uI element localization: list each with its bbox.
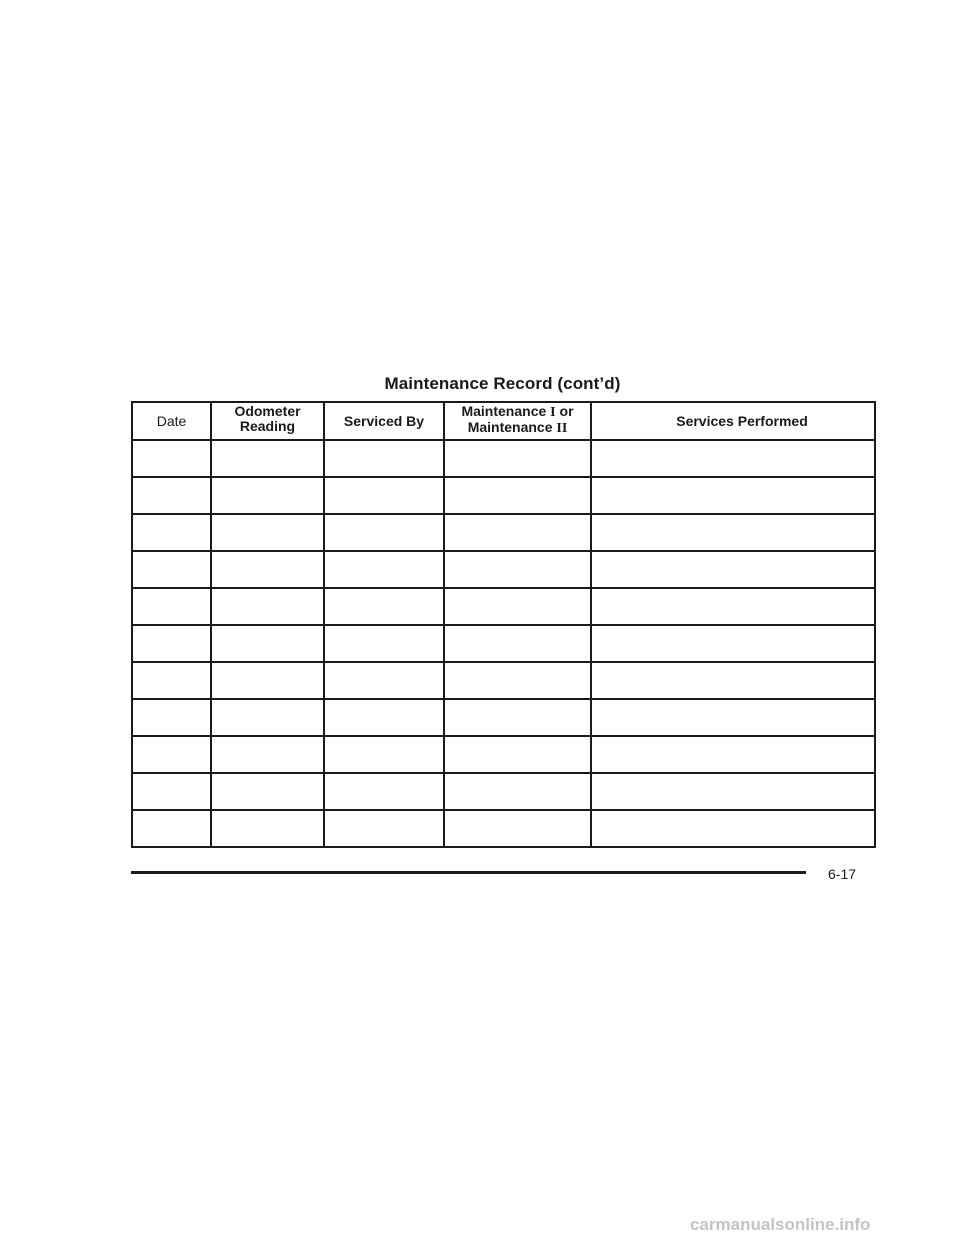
column-header-date: Date	[132, 402, 211, 440]
maintenance-type-cell	[444, 514, 591, 551]
odometer-header-line1: Odometer	[234, 403, 301, 419]
odometer-cell	[211, 736, 324, 773]
serviced-by-cell	[324, 477, 444, 514]
odometer-cell	[211, 588, 324, 625]
serviced-by-cell	[324, 625, 444, 662]
serviced-by-cell	[324, 810, 444, 847]
services-performed-cell	[591, 551, 875, 588]
serviced-by-cell	[324, 773, 444, 810]
odometer-cell	[211, 810, 324, 847]
services-performed-cell	[591, 477, 875, 514]
maintenance-type-cell	[444, 699, 591, 736]
services-performed-cell	[591, 662, 875, 699]
services-performed-cell	[591, 625, 875, 662]
odometer-cell	[211, 514, 324, 551]
odometer-cell	[211, 662, 324, 699]
services-performed-cell	[591, 514, 875, 551]
table-row	[132, 699, 875, 736]
table-row	[132, 551, 875, 588]
footer-rule	[131, 871, 806, 874]
date-cell	[132, 773, 211, 810]
date-cell	[132, 440, 211, 477]
services-performed-cell	[591, 810, 875, 847]
column-header-serviced-by: Serviced By	[324, 402, 444, 440]
maintenance-type-cell	[444, 773, 591, 810]
maintenance-type-cell	[444, 440, 591, 477]
maintenance-type-cell	[444, 625, 591, 662]
watermark: carmanualsonline.info	[690, 1215, 871, 1234]
maintenance-type-cell	[444, 477, 591, 514]
table-row	[132, 477, 875, 514]
table-row	[132, 810, 875, 847]
odometer-cell	[211, 773, 324, 810]
table-row	[132, 773, 875, 810]
services-performed-cell	[591, 699, 875, 736]
services-performed-cell	[591, 736, 875, 773]
maint-header-line1: Maintenance I or	[461, 403, 574, 420]
serviced-by-cell	[324, 699, 444, 736]
date-cell	[132, 810, 211, 847]
page-title: Maintenance Record (cont’d)	[384, 374, 621, 393]
table-row	[132, 514, 875, 551]
date-cell	[132, 551, 211, 588]
table-row	[132, 588, 875, 625]
date-cell	[132, 736, 211, 773]
serviced-by-cell	[324, 440, 444, 477]
serviced-by-cell	[324, 662, 444, 699]
maintenance-type-cell	[444, 551, 591, 588]
date-cell	[132, 699, 211, 736]
odometer-cell	[211, 625, 324, 662]
table-row	[132, 440, 875, 477]
maintenance-type-cell	[444, 810, 591, 847]
table-row	[132, 736, 875, 773]
date-cell	[132, 625, 211, 662]
services-performed-cell	[591, 773, 875, 810]
odometer-cell	[211, 551, 324, 588]
maintenance-record-body	[132, 440, 875, 847]
serviced-by-cell	[324, 736, 444, 773]
serviced-by-cell	[324, 514, 444, 551]
odometer-cell	[211, 699, 324, 736]
table-row	[132, 662, 875, 699]
services-performed-cell	[591, 440, 875, 477]
date-cell	[132, 477, 211, 514]
page-number: 6-17	[828, 866, 857, 882]
date-cell	[132, 588, 211, 625]
serviced-by-cell	[324, 588, 444, 625]
maint-header-line2: Maintenance II	[467, 419, 568, 436]
maintenance-type-cell	[444, 662, 591, 699]
column-header-maintenance-type	[444, 402, 591, 440]
odometer-header-line2: Reading	[239, 418, 296, 434]
maintenance-record-table	[131, 401, 876, 848]
maintenance-type-cell	[444, 736, 591, 773]
table-header-row	[132, 402, 875, 440]
column-header-odometer-reading	[211, 402, 324, 440]
services-performed-cell	[591, 588, 875, 625]
serviced-by-cell	[324, 551, 444, 588]
date-cell	[132, 662, 211, 699]
maintenance-type-cell	[444, 588, 591, 625]
table-row	[132, 625, 875, 662]
column-header-services-performed: Services Performed	[591, 402, 875, 440]
odometer-cell	[211, 477, 324, 514]
date-cell	[132, 514, 211, 551]
odometer-cell	[211, 440, 324, 477]
